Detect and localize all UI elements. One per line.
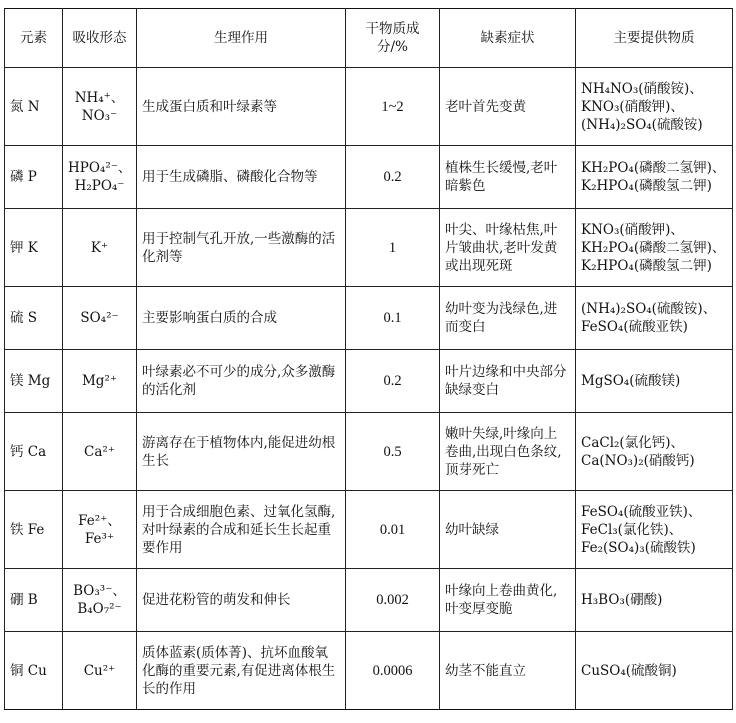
- symptom-cell: 叶缘向上卷曲黄化,叶变厚变脆: [440, 569, 576, 632]
- symptom-cell: 嫩叶失绿,叶缘向上卷曲,出现白色条纹,顶芽死亡: [440, 413, 576, 491]
- table-row: [5, 209, 733, 287]
- function-cell: 游离存在于植物体内,能促进幼根生长: [137, 413, 346, 491]
- absorption-form-cell: [63, 287, 137, 350]
- source-cell: [576, 209, 733, 287]
- symptom-cell: 叶尖、叶缘枯焦,叶片皱曲状,老叶发黄或出现死斑: [440, 209, 576, 287]
- source-compound: NH₄NO₃(硝酸铵)、: [581, 80, 703, 97]
- source-compound: K₂HPO₄(磷酸氢二钾): [581, 178, 712, 194]
- source-compound: KH₂PO₄(磷酸二氢钾)、: [581, 239, 726, 256]
- symptom-cell: 幼茎不能直立: [440, 632, 576, 710]
- header-form: 吸收形态: [63, 9, 137, 68]
- source-cell: [576, 569, 733, 632]
- source-compound: Ca(NO₃)₂(硝酸钙): [581, 452, 695, 469]
- absorption-form: Cu²⁺: [83, 662, 116, 679]
- absorption-form: NH₄⁺、: [74, 89, 125, 106]
- source-compound: (NH₄)₂SO₄(硫酸铵)、: [581, 301, 717, 317]
- function-cell: 叶绿素必不可少的成分,众多激酶的活化剂: [137, 350, 346, 413]
- source-compound: H₃BO₃(硼酸): [581, 592, 663, 608]
- source-compound: Fe₂(SO₄)₃(硫酸铁): [581, 539, 696, 556]
- symptom-cell: 幼叶缺绿: [440, 491, 576, 569]
- symptom-cell: 叶片边缘和中央部分缺绿变白: [440, 350, 576, 413]
- absorption-form: HPO₄²⁻、: [68, 160, 132, 176]
- content-cell: 0.1: [346, 287, 440, 350]
- content-cell: 1: [346, 209, 440, 287]
- symptom-cell: 老叶首先变黄: [440, 68, 576, 146]
- function-cell: 质体蓝素(质体菁)、抗坏血酸氧化酶的重要元素,有促进离体根生长的作用: [137, 632, 346, 710]
- symptom-cell: 植株生长缓慢,老叶暗紫色: [440, 146, 576, 209]
- element-cell: 硫 S: [5, 287, 63, 350]
- source-cell: [576, 350, 733, 413]
- function-cell: 用于合成细胞色素、过氧化氢酶,对叶绿素的合成和延长生长起重要作用: [137, 491, 346, 569]
- absorption-form-cell: [63, 569, 137, 632]
- element-cell: 磷 P: [5, 146, 63, 209]
- absorption-form: NO₃⁻: [81, 107, 118, 124]
- element-cell: 硼 B: [5, 569, 63, 632]
- source-compound: CaCl₂(氯化钙)、: [581, 434, 684, 451]
- table-row: [5, 413, 733, 491]
- table-row: [5, 146, 733, 209]
- table-header-row: [5, 9, 733, 68]
- source-compound: KH₂PO₄(磷酸二氢钾)、: [581, 160, 726, 176]
- element-cell: 钙 Ca: [5, 413, 63, 491]
- header-element: 元素: [5, 9, 63, 68]
- source-compound: CuSO₄(硫酸铜): [581, 662, 677, 679]
- header-content: 干物质成分/%: [346, 9, 440, 68]
- table-row: [5, 569, 733, 632]
- absorption-form: H₂PO₄⁻: [74, 178, 125, 194]
- absorption-form: Mg²⁺: [81, 373, 117, 389]
- function-cell: 生成蛋白质和叶绿素等: [137, 68, 346, 146]
- absorption-form-cell: [63, 350, 137, 413]
- source-compound: KNO₃(硝酸钾)、: [581, 221, 684, 238]
- source-cell: [576, 413, 733, 491]
- absorption-form: Fe²⁺、: [78, 512, 121, 529]
- absorption-form: BO₃³⁻、: [73, 583, 126, 599]
- content-cell: 0.0006: [346, 632, 440, 710]
- source-compound: MgSO₄(硫酸镁): [581, 373, 681, 389]
- source-cell: [576, 287, 733, 350]
- source-compound: K₂HPO₄(磷酸氢二钾): [581, 257, 712, 274]
- source-compound: FeCl₃(氯化铁)、: [581, 521, 683, 538]
- source-cell: [576, 632, 733, 710]
- source-compound: FeSO₄(硫酸亚铁): [581, 319, 688, 335]
- source-cell: [576, 68, 733, 146]
- table-row: [5, 632, 733, 710]
- element-cell: 镁 Mg: [5, 350, 63, 413]
- table-row: [5, 287, 733, 350]
- source-compound: (NH₄)₂SO₄(硫酸铵): [581, 116, 703, 133]
- element-cell: 铁 Fe: [5, 491, 63, 569]
- source-compound: KNO₃(硝酸钾)、: [581, 98, 684, 115]
- absorption-form: SO₄²⁻: [80, 310, 119, 326]
- table-row: [5, 350, 733, 413]
- nutrient-table: [4, 8, 733, 710]
- source-compound: FeSO₄(硫酸亚铁)、: [581, 503, 702, 520]
- content-cell: 0.2: [346, 350, 440, 413]
- function-cell: 用于生成磷脂、磷酸化合物等: [137, 146, 346, 209]
- element-cell: 铜 Cu: [5, 632, 63, 710]
- absorption-form-cell: [63, 146, 137, 209]
- table-row: [5, 491, 733, 569]
- absorption-form: Ca²⁺: [84, 443, 115, 460]
- source-cell: [576, 491, 733, 569]
- function-cell: 用于控制气孔开放,一些激酶的活化剂等: [137, 209, 346, 287]
- absorption-form: Fe³⁺: [84, 530, 115, 547]
- content-cell: 0.5: [346, 413, 440, 491]
- header-symptom: 缺素症状: [440, 9, 576, 68]
- content-cell: 1~2: [346, 68, 440, 146]
- source-cell: [576, 146, 733, 209]
- header-source: 主要提供物质: [576, 9, 733, 68]
- absorption-form-cell: [63, 68, 137, 146]
- absorption-form-cell: [63, 413, 137, 491]
- absorption-form: B₄O₇²⁻: [77, 601, 122, 617]
- table-body: [5, 68, 733, 710]
- absorption-form-cell: [63, 209, 137, 287]
- absorption-form-cell: [63, 632, 137, 710]
- function-cell: 促进花粉管的萌发和伸长: [137, 569, 346, 632]
- element-cell: 钾 K: [5, 209, 63, 287]
- function-cell: 主要影响蛋白质的合成: [137, 287, 346, 350]
- content-cell: 0.2: [346, 146, 440, 209]
- absorption-form: K⁺: [90, 239, 109, 256]
- header-function: 生理作用: [137, 9, 346, 68]
- symptom-cell: 幼叶变为浅绿色,进而变白: [440, 287, 576, 350]
- element-cell: 氮 N: [5, 68, 63, 146]
- absorption-form-cell: [63, 491, 137, 569]
- content-cell: 0.002: [346, 569, 440, 632]
- table-row: [5, 68, 733, 146]
- content-cell: 0.01: [346, 491, 440, 569]
